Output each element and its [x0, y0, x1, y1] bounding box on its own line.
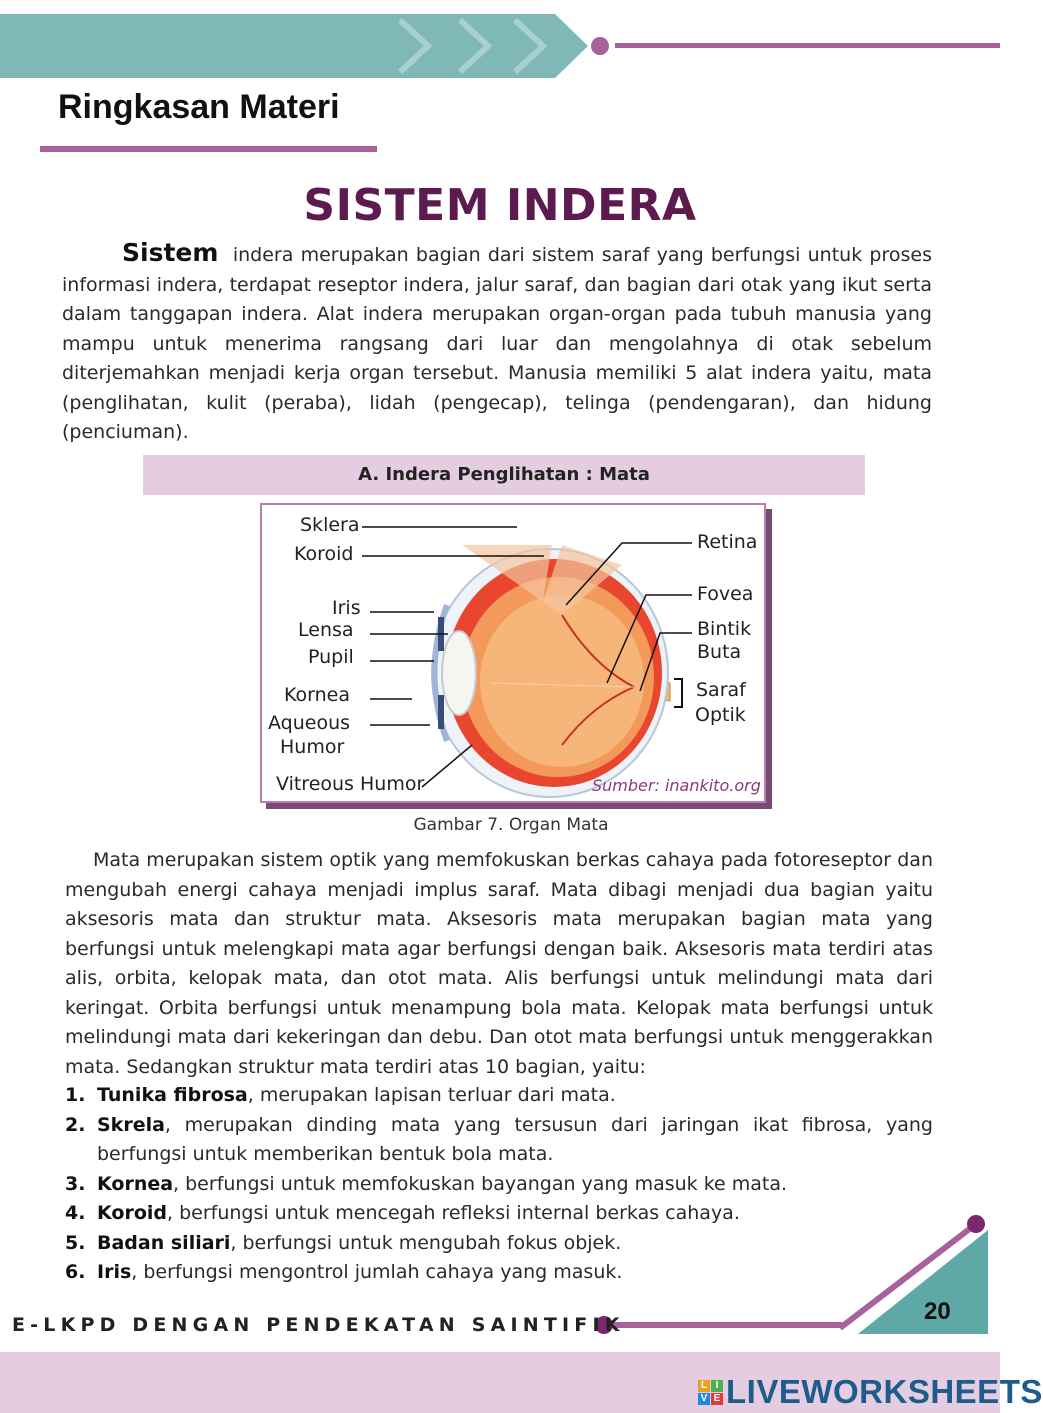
label-koroid: Koroid: [294, 543, 354, 565]
intro-text: indera merupakan bagian dari sistem saraf yang berfungsi untuk proses informasi indera, terdapat reseptor indera, jalur saraf, dan bagian dari otak yang ikut serta dalam tanggapan indera. Alat indera merupakan organ-organ pada tubuh manusia yang mampu untuk menerima rangsang dari luar dan mengolahnya di otak sebelum diterjemahkan menjadi kerja organ tersebut. Manusia memiliki 5 alat indera yaitu, mata (penglihatan, kulit (peraba), lidah (pengecap), telinga (pendengaran), dan hidung (penciuman).: [62, 244, 932, 443]
eye-figure: [260, 503, 766, 803]
label-iris: Iris: [332, 597, 361, 619]
body-paragraph: Mata merupakan sistem optik yang memfokuskan berkas cahaya pada fotoreseptor dan mengubah energi cahaya menjadi implus saraf. Mata dibagi menjadi dua bagian yaitu aksesoris mata dan struktur mata. Aksesoris mata merupakan bagian mata yang berfungsi untuk melengkapi mata agar berfungsi dengan baik. Aksesoris mata terdiri atas alis, orbita, kelopak mata, dan otot mata. Alis berfungsi untuk melindungi mata dari keringat. Orbita berfungsi untuk menampung bola mata. Kelopak mata berfungsi untuk melindungi mata dari kekeringan dan debu. Dan otot mata berfungsi untuk menggerakkan mata. Sedangkan struktur mata terdiri atas 10 bagian, yaitu:: [65, 849, 933, 1078]
page-title: SISTEM INDERA: [303, 180, 697, 231]
label-kornea: Kornea: [284, 684, 350, 706]
header-chevron-banner: [0, 14, 600, 78]
label-sklera: Sklera: [300, 514, 360, 536]
label-buta: Buta: [697, 641, 742, 663]
list-item: 5. Badan siliari, berfungsi untuk mengubah fokus objek.: [65, 1231, 622, 1254]
figure-source: Sumber: inankito.org: [592, 776, 761, 795]
label-optik: Optik: [695, 704, 746, 726]
label-lensa: Lensa: [298, 619, 354, 641]
logo-grid-icon: L I V E: [698, 1380, 723, 1405]
section-title-underline: [40, 146, 377, 152]
subsection-heading: A. Indera Penglihatan : Mata: [143, 455, 865, 495]
brand-name: LIVEWORKSHEETS: [726, 1373, 1043, 1410]
label-retina: Retina: [697, 531, 758, 553]
header-rule: [590, 36, 1000, 56]
label-saraf: Saraf: [696, 679, 746, 701]
list-item: 1. Tunika fibrosa, merupakan lapisan terluar dari mata.: [65, 1084, 616, 1106]
list-item: 4. Koroid, berfungsi untuk mencegah refleksi internal berkas cahaya.: [65, 1202, 740, 1224]
list-item: 2. Skrela, merupakan dinding mata yang tersusun dari jaringan ikat fibrosa, yang berfungsi untuk memberikan bentuk bola mata.: [65, 1113, 933, 1165]
header-banner: [0, 14, 600, 78]
label-vitreous-humor: Vitreous Humor: [276, 773, 425, 795]
section-title: Ringkasan Materi: [58, 88, 340, 126]
footer-text: E-LKPD DENGAN PENDEKATAN SAINTIFIK: [12, 1314, 625, 1336]
intro-paragraph: [62, 238, 932, 448]
list-item: 3. Kornea, berfungsi untuk memfokuskan bayangan yang masuk ke mata.: [65, 1172, 788, 1195]
figure-caption: Gambar 7. Organ Mata: [413, 815, 609, 835]
label-humor: Humor: [280, 736, 345, 758]
label-pupil: Pupil: [308, 646, 354, 668]
label-aqueous: Aqueous: [268, 712, 351, 734]
page-number: 20: [924, 1298, 951, 1325]
liveworksheets-logo[interactable]: [698, 1373, 1043, 1411]
intro-lead-word: Sistem: [122, 238, 219, 267]
label-bintik: Bintik: [697, 618, 752, 640]
list-item: 6. Iris, berfungsi mengontrol jumlah cahaya yang masuk.: [65, 1261, 623, 1283]
label-fovea: Fovea: [697, 583, 754, 605]
